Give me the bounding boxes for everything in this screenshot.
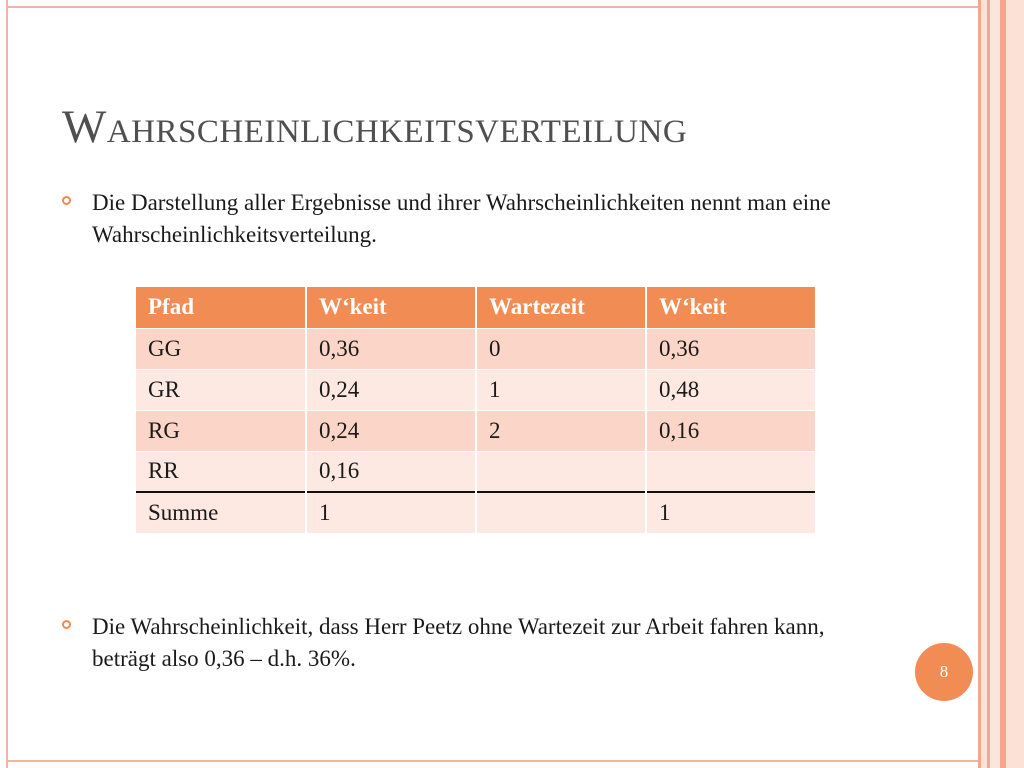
table-cell: 0,36 (646, 328, 816, 369)
table-cell: 1 (646, 492, 816, 533)
table-cell: 0,24 (306, 410, 476, 451)
frame-line-left (6, 0, 8, 768)
table-cell: 0,48 (646, 369, 816, 410)
table-cell: 1 (306, 492, 476, 533)
table-cell (476, 492, 646, 533)
slide-title: Wahrscheinlichkeitsverteilung (62, 101, 688, 153)
table-cell: 0,24 (306, 369, 476, 410)
distribution-table (136, 287, 817, 534)
table-cell: 2 (476, 410, 646, 451)
table-cell (646, 451, 816, 492)
column-header: W‘keit (306, 287, 476, 328)
page-number-badge: 8 (915, 643, 973, 701)
table-cell: RG (136, 410, 306, 451)
bullet-text: Die Wahrscheinlichkeit, dass Herr Peetz ohne Wartezeit zur Arbeit fahren kann, beträgt also 0,36 – d.h. 36%. (92, 614, 825, 671)
table-cell: 0,16 (306, 451, 476, 492)
table-row (136, 410, 816, 451)
column-header: Pfad (136, 287, 306, 328)
circle-bullet-icon (62, 196, 71, 205)
table-cell: GG (136, 328, 306, 369)
bullet-text: Die Darstellung aller Ergebnisse und ihrer Wahrscheinlichkeiten nennt man eine Wahrscheinlichkeitsverteilung. (92, 190, 831, 247)
table-header-row (136, 287, 816, 328)
decorative-stripe (1006, 0, 1024, 768)
table-row (136, 369, 816, 410)
table-row (136, 328, 816, 369)
column-header: W‘keit (646, 287, 816, 328)
table-cell: Summe (136, 492, 306, 533)
table-row (136, 451, 816, 492)
table-cell: 0,16 (646, 410, 816, 451)
bullet-item (62, 611, 862, 675)
table-cell: 0 (476, 328, 646, 369)
frame-line-bottom (6, 760, 978, 762)
decorative-stripe (990, 0, 1000, 768)
column-header: Wartezeit (476, 287, 646, 328)
table-sum-row (136, 492, 816, 533)
frame-line-top (6, 6, 978, 8)
circle-bullet-icon (62, 620, 71, 629)
table-cell (476, 451, 646, 492)
table-cell: GR (136, 369, 306, 410)
table-cell: RR (136, 451, 306, 492)
table-cell: 1 (476, 369, 646, 410)
bullet-item (62, 187, 862, 251)
table-cell: 0,36 (306, 328, 476, 369)
